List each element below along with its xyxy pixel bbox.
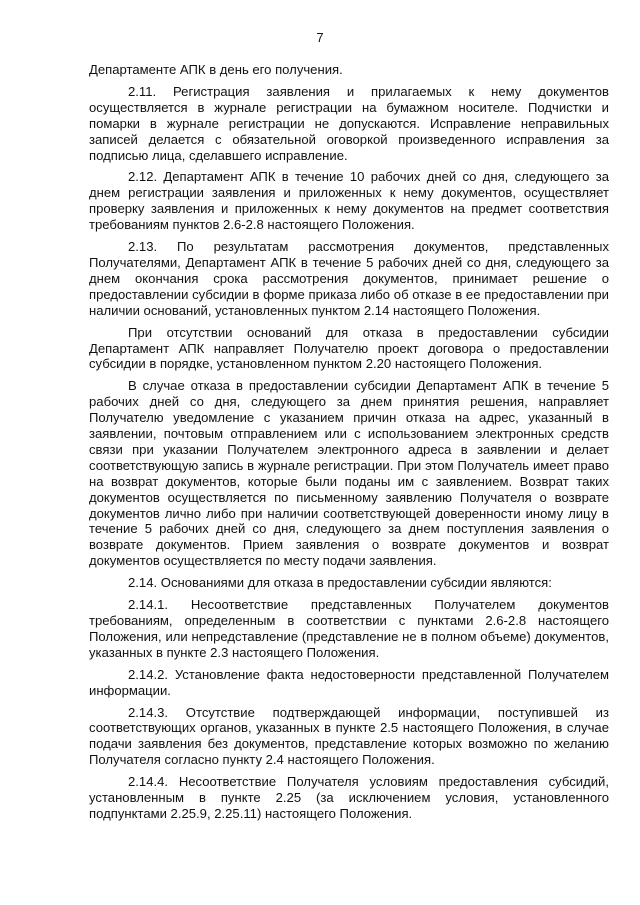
- paragraph-2-14: 2.14. Основаниями для отказа в предоставлении субсидии являются:: [128, 575, 552, 591]
- paragraph-continuation: Департаменте АПК в день его получения.: [89, 62, 343, 77]
- paragraph-2-12: 2.12. Департамент АПК в течение 10 рабочих дней со дня, следующего за днем регистрации заявления и приложенных к нему документов, осуществляет проверку заявления и приложенных к нему документов на предмет соответствия требованиям пунктов 2.6-2.8 настоящего Положения.: [89, 169, 609, 233]
- paragraph-2-14-3: 2.14.3. Отсутствие подтверждающей информации, поступившей из соответствующих органов, указанных в пункте 2.5 настоящего Положения, в случае подачи заявления без документов, представление которых возможно по желанию Получателя согласно пункту 2.4 настоящего Положения.: [89, 704, 609, 768]
- paragraph-2-14-4: 2.14.4. Несоответствие Получателя условиям предоставления субсидий, установленным в пункте 2.25 (за исключением условия, установленного подпунктами 2.25.9, 2.25.11) настоящего Положения.: [89, 774, 609, 821]
- paragraph-2-14-1: 2.14.1. Несоответствие представленных Получателем документов требованиям, определенным в соответствии с пунктами 2.6-2.8 настоящего Положения, или непредставление (представление не в полном объеме) документов, указанных в пункте 2.3 настоящего Положения.: [89, 597, 609, 660]
- paragraph-no-grounds: При отсутствии оснований для отказа в предоставлении субсидии Департамент АПК направляет Получателю проект договора о предоставлении субсидии в порядке, установленном пунктом 2.20 настоящего Положения.: [89, 324, 609, 372]
- document-body: [89, 62, 609, 828]
- page-number: 7: [316, 30, 324, 45]
- paragraph-2-11: 2.11. Регистрация заявления и прилагаемых к нему документов осуществляется в журнале регистрации на бумажном носителе. Подчистки и помарки в журнале регистрации не допускаются. Исправление неправильных записей делается с обязательной оговоркой произведенного исправления за подписью лица, сделавшего исправление.: [89, 83, 609, 163]
- paragraph-2-14-2: 2.14.2. Установление факта недостоверности представленной Получателем информации.: [89, 666, 609, 698]
- paragraph-2-13: 2.13. По результатам рассмотрения документов, представленных Получателями, Департамент АПК в течение 5 рабочих дней со дня, следующего за днем окончания срока рассмотрения документов, принимает решение о предоставлении субсидии в форме приказа либо об отказе в ее предоставлении при наличии оснований, установленных пунктом 2.14 настоящего Положения.: [89, 239, 609, 318]
- paragraph-refusal: В случае отказа в предоставлении субсидии Департамент АПК в течение 5 рабочих дней со дня, следующего за днем принятия решения, направляет Получателю уведомление с указанием причин отказа на адрес, указанный в заявлении, почтовым отправлением или с использованием электронных средств связи при указании Получателем электронного адреса в заявлении и делает соответствующую запись в журнале регистрации. При этом Получатель имеет право на возврат документов, которые были поданы им с заявлением. Возврат таких документов осуществляется по письменному заявлению Получателя о возврате документов лично либо при наличии соответствующей доверенности иному лицу в течение 5 рабочих дней со дня, следующего за днем поступления заявления о возврате документов. Прием заявления о возврате документов и возврат документов осуществляется по месту подачи заявления.: [89, 378, 609, 569]
